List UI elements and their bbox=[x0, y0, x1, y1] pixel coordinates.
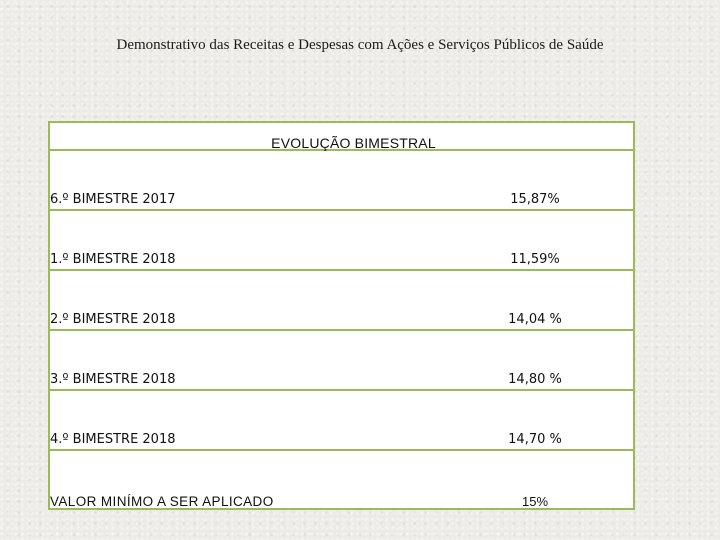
table-row bbox=[50, 451, 633, 511]
row-label: VALOR MINÍMO A SER APLICADO bbox=[50, 494, 274, 509]
evolution-table bbox=[48, 121, 635, 510]
row-label: 4.º BIMESTRE 2018 bbox=[50, 432, 176, 447]
row-value: 15% bbox=[521, 494, 549, 509]
row-value: 14,70 % bbox=[508, 432, 562, 447]
table-row bbox=[50, 151, 633, 211]
table-row bbox=[50, 211, 633, 271]
table-header-row bbox=[50, 123, 633, 151]
row-value: 14,04 % bbox=[508, 312, 562, 327]
row-label: 2.º BIMESTRE 2018 bbox=[50, 312, 176, 327]
table-row bbox=[50, 331, 633, 391]
table-row bbox=[50, 271, 633, 331]
row-value: 15,87% bbox=[510, 192, 560, 207]
page-title: Demonstrativo das Receitas e Despesas com Ações e Serviços Públicos de Saúde bbox=[116, 37, 604, 53]
row-value: 14,80 % bbox=[508, 372, 562, 387]
row-value: 11,59% bbox=[510, 252, 560, 267]
table-row bbox=[50, 391, 633, 451]
table-header: EVOLUÇÃO BIMESTRAL bbox=[271, 135, 436, 151]
row-label: 1.º BIMESTRE 2018 bbox=[50, 252, 176, 267]
row-label: 6.º BIMESTRE 2017 bbox=[50, 192, 176, 207]
row-label: 3.º BIMESTRE 2018 bbox=[50, 372, 176, 387]
